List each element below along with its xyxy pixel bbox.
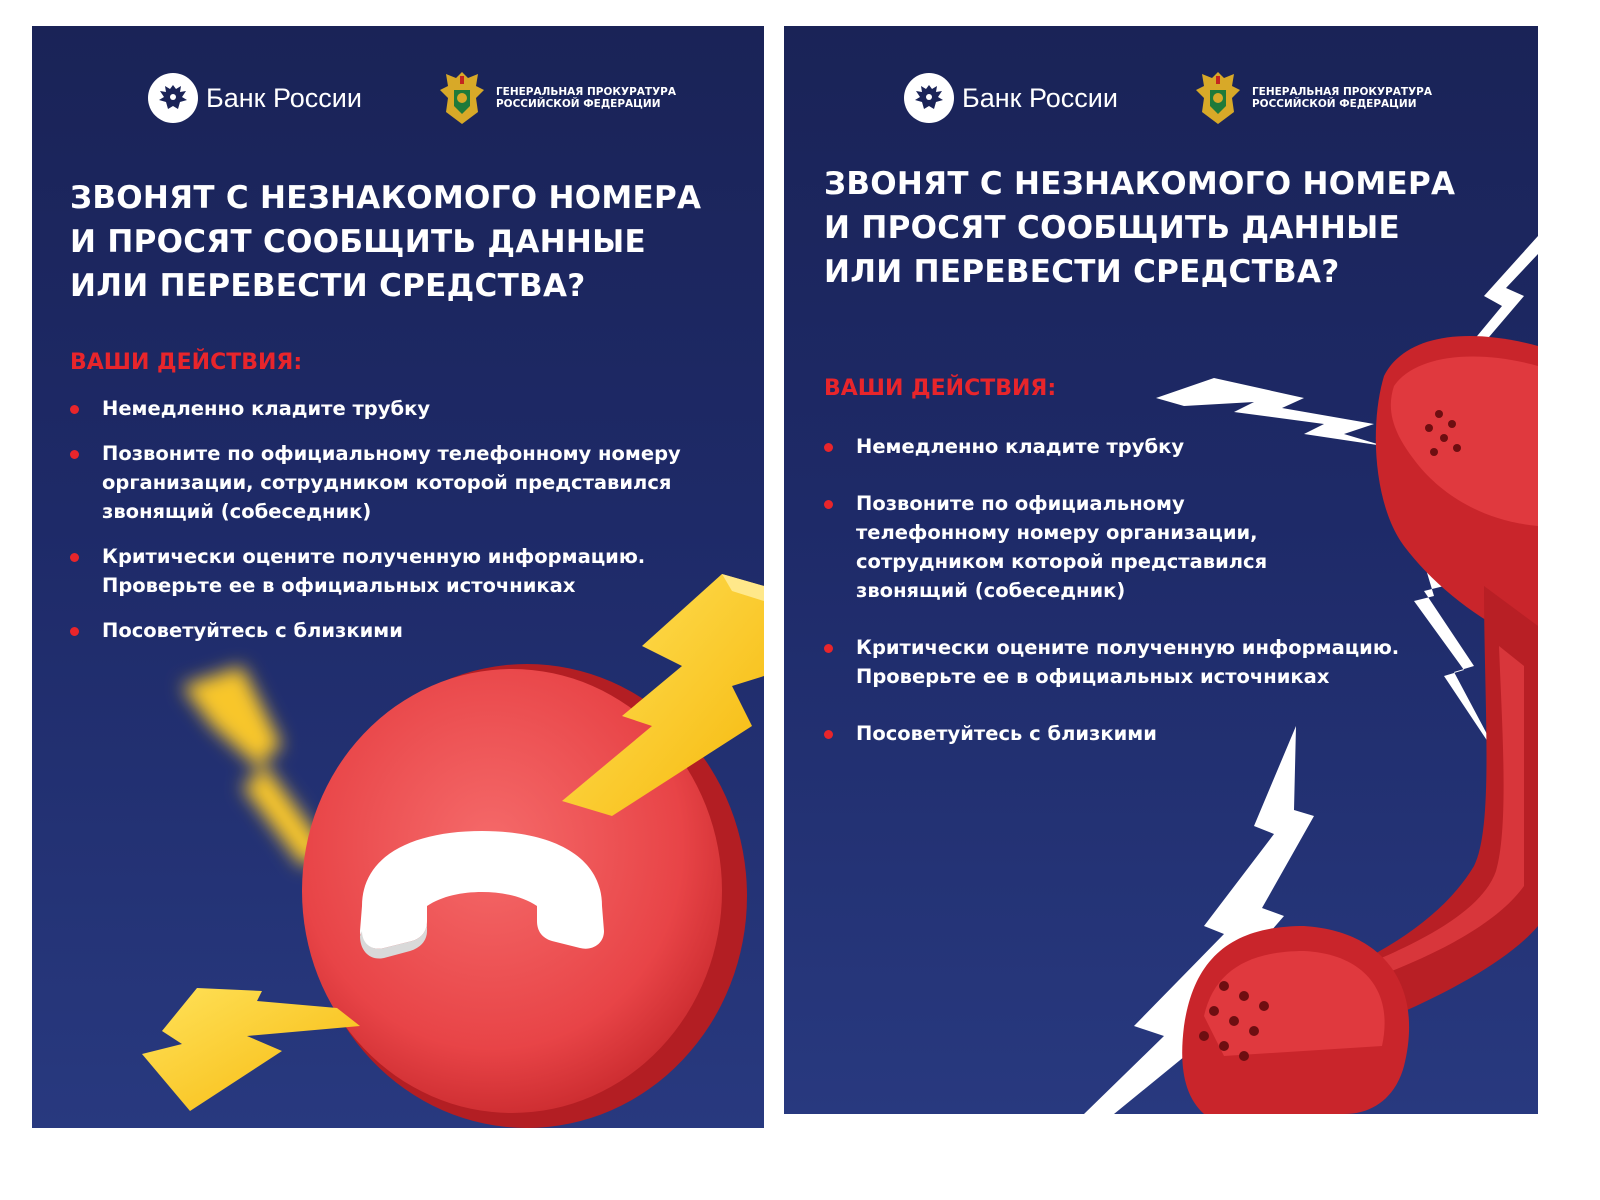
poster-right bbox=[784, 26, 1538, 1114]
actions-list bbox=[70, 394, 681, 661]
header-logos bbox=[148, 68, 676, 128]
list-item bbox=[70, 439, 681, 526]
list-item bbox=[824, 719, 1399, 748]
bank-name-label: Банк России bbox=[962, 82, 1118, 113]
actions-title: ВАШИ ДЕЙСТВИЯ: bbox=[70, 350, 303, 375]
list-item bbox=[70, 394, 681, 423]
lightning-bottom-left-icon bbox=[142, 988, 360, 1111]
bullet-icon bbox=[824, 443, 833, 452]
action-text: Критически оцените полученную информацию. Проверьте ее в официальных источниках bbox=[856, 636, 1400, 688]
bank-of-russia-logo bbox=[148, 73, 362, 123]
list-item bbox=[70, 616, 681, 645]
list-item bbox=[824, 432, 1399, 461]
list-item bbox=[70, 542, 681, 600]
prosecutor-general-logo bbox=[1194, 68, 1432, 128]
action-text: Посоветуйтесь с близкими bbox=[856, 722, 1157, 745]
action-text: Позвоните по официальному телефонному номеру организации, сотрудником которой представился звонящий (собеседник) bbox=[856, 492, 1268, 602]
bullet-icon bbox=[824, 644, 833, 653]
poster-left bbox=[32, 26, 764, 1128]
bullet-icon bbox=[824, 730, 833, 739]
action-text: Немедленно кладите трубку bbox=[102, 397, 431, 420]
bullet-icon bbox=[70, 405, 79, 414]
list-item bbox=[824, 489, 1399, 605]
list-item bbox=[824, 633, 1399, 691]
bank-of-russia-logo bbox=[904, 73, 1118, 123]
header-logos bbox=[904, 68, 1432, 128]
actions-list bbox=[824, 432, 1399, 776]
prosecutor-emblem-icon bbox=[1194, 68, 1242, 128]
prosecutor-emblem-icon bbox=[438, 68, 486, 128]
prosecutor-general-logo bbox=[438, 68, 676, 128]
bullet-icon bbox=[70, 627, 79, 636]
headline: ЗВОНЯТ С НЕЗНАКОМОГО НОМЕРА И ПРОСЯТ СООБЩИТЬ ДАННЫЕ ИЛИ ПЕРЕВЕСТИ СРЕДСТВА? bbox=[70, 180, 702, 304]
bullet-icon bbox=[70, 450, 79, 459]
prosecutor-name-label: ГЕНЕРАЛЬНАЯ ПРОКУРАТУРА РОССИЙСКОЙ ФЕДЕРАЦИИ bbox=[1251, 86, 1432, 110]
action-text: Посоветуйтесь с близкими bbox=[102, 619, 403, 642]
actions-title: ВАШИ ДЕЙСТВИЯ: bbox=[824, 376, 1057, 401]
action-text: Позвоните по официальному телефонному номеру организации, сотрудником которой представился звонящий (собеседник) bbox=[102, 442, 681, 523]
action-text: Немедленно кладите трубку bbox=[856, 435, 1185, 458]
double-headed-eagle-icon bbox=[904, 73, 954, 123]
action-text: Критически оцените полученную информацию. Проверьте ее в официальных источниках bbox=[102, 545, 646, 597]
bullet-icon bbox=[824, 500, 833, 509]
double-headed-eagle-icon bbox=[148, 73, 198, 123]
bank-name-label: Банк России bbox=[206, 82, 362, 113]
headline: ЗВОНЯТ С НЕЗНАКОМОГО НОМЕРА И ПРОСЯТ СООБЩИТЬ ДАННЫЕ ИЛИ ПЕРЕВЕСТИ СРЕДСТВА? bbox=[824, 166, 1456, 290]
bullet-icon bbox=[70, 553, 79, 562]
prosecutor-name-label: ГЕНЕРАЛЬНАЯ ПРОКУРАТУРА РОССИЙСКОЙ ФЕДЕРАЦИИ bbox=[495, 86, 676, 110]
